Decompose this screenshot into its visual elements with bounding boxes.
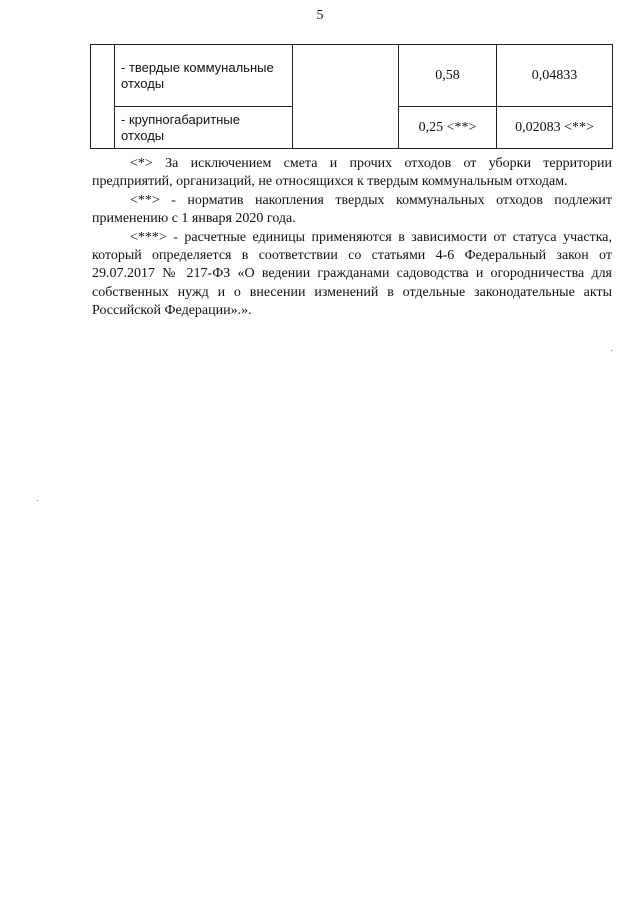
footnote-3: <***> - расчетные единицы применяются в зависимости от статуса участка, который определяется в соответствии со статьями 4-6 Федеральный закон от 29.07.2017 № 217-ФЗ «О ведении гражданами садоводства и огородничества для собственных нужд и о внесении изменений в отдельные законодательные акты Российской Федерации».». (92, 229, 612, 319)
scan-speck (611, 350, 612, 351)
waste-type-label: - крупногабаритные отходы (115, 107, 293, 149)
waste-norms-table (90, 44, 613, 149)
empty-unit-cell (293, 45, 399, 149)
norm-value-cell: 0,58 (399, 45, 497, 107)
scan-speck (37, 500, 38, 501)
waste-type-label: - твердые коммунальные отходы (115, 45, 293, 107)
empty-index-cell (91, 45, 115, 149)
footnote-2: <**> - норматив накопления твердых коммунальных отходов подлежит применению с 1 января 2020 года. (92, 192, 612, 227)
norm-value-cell: 0,04833 (497, 45, 613, 107)
footnote-1: <*> За исключением смета и прочих отходов от уборки территории предприятий, организаций, не относящихся к твердым коммунальным отходам. (92, 156, 612, 190)
footnotes (92, 155, 612, 321)
norm-value-cell: 0,25 <**> (399, 107, 497, 149)
norm-value-cell: 0,02083 <**> (497, 107, 613, 149)
table-row (91, 45, 613, 107)
page-number: 5 (316, 8, 324, 23)
